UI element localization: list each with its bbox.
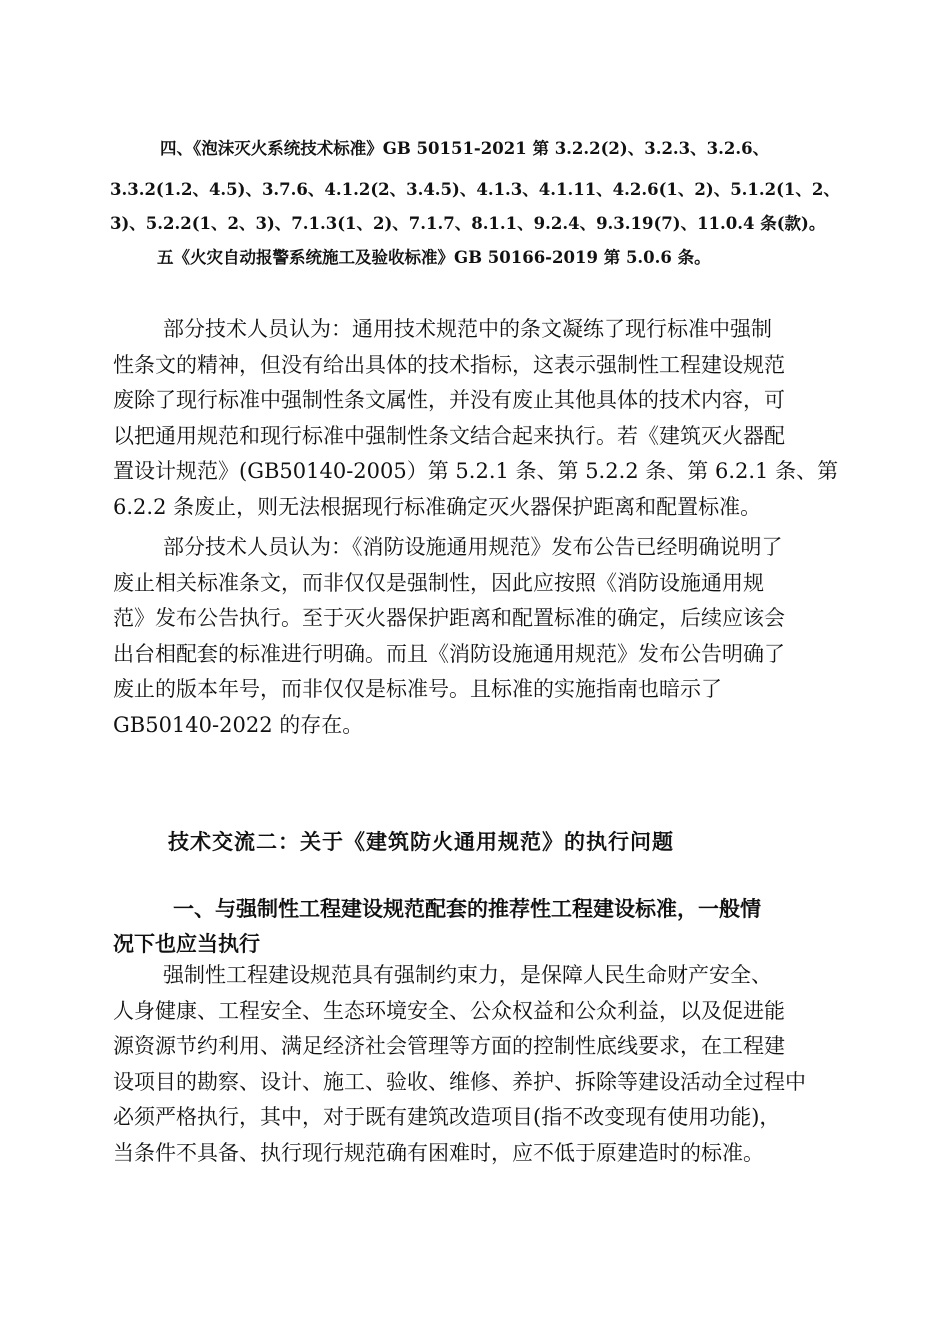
paragraph-1-line: 6.2.2 条废止，则无法根据现行标准确定灭火器保护距离和配置标准。 [113,494,762,519]
section-body-line: 设项目的勘察、设计、施工、验收、维修、养护、拆除等建设活动全过程中 [113,1069,806,1094]
standard-item-5: 五《火灾自动报警系统施工及验收标准》GB 50166-2019 第 5.0.6 条。 [157,248,711,267]
paragraph-2-line: 废止的版本年号，而非仅仅是标准号。且标准的实施指南也暗示了 [113,677,722,702]
paragraph-1-line: 置设计规范》(GB50140-2005）第 5.2.1 条、第 5.2.2 条、第 6.2.1 条、第 [113,459,839,484]
section-body-line: 源资源节约利用、满足经济社会管理等方面的控制性底线要求，在工程建 [113,1034,785,1059]
paragraph-1 [113,312,853,526]
section-body-line: 人身健康、工程安全、生态环境安全、公众权益和公众利益，以及促进能 [113,998,785,1023]
paragraph-2-line: 出台相配套的标准进行明确。而且《消防设施通用规范》发布公告明确了 [113,641,785,666]
paragraph-2-line: 废止相关标准条文，而非仅仅是强制性，因此应按照《消防设施通用规 [113,570,764,595]
section-title: 技术交流二：关于《建筑防火通用规范》的执行问题 [168,829,674,854]
paragraph-2 [113,530,853,744]
section-body-paragraph [113,958,853,1172]
section-body-line: 强制性工程建设规范具有强制约束力，是保障人民生命财产安全、 [163,963,772,987]
paragraph-2-line: 范》发布公告执行。至于灭火器保护距离和配置标准的确定，后续应该会 [113,606,785,631]
paragraph-1-line: 部分技术人员认为：通用技术规范中的条文凝练了现行标准中强制 [163,317,772,341]
paragraph-1-line: 废除了现行标准中强制性条文属性，并没有废止其他具体的技术内容，可 [113,388,785,413]
paragraph-1-line: 性条文的精神，但没有给出具体的技术指标，这表示强制性工程建设规范 [113,352,785,377]
standard-item-4-line-2: 3.3.2(1.2、4.5)、3.7.6、4.1.2(2、3.4.5)、4.1.3、4.1.11、4.2.6(1、2)、5.1.2(1、2、 [110,180,840,199]
subsection-heading-line: 况下也应当执行 [113,931,260,956]
standard-item-4-line-3: 3)、5.2.2(1、2、3)、7.1.3(1、2)、7.1.7、8.1.1、9.2.4、9.3.19(7)、11.0.4 条(款)。 [110,214,826,233]
section-body-line: 必须严格执行，其中，对于既有建筑改造项目(指不改变现有使用功能)， [113,1105,781,1130]
paragraph-2-line: 部分技术人员认为：《消防设施通用规范》发布公告已经明确说明了 [163,535,783,559]
paragraph-2-line: GB50140-2022 的存在。 [113,712,364,737]
subsection-heading-line: 一、与强制性工程建设规范配套的推荐性工程建设标准，一般情 [173,896,761,921]
subsection-heading [113,891,853,961]
standard-item-4-line-1: 四、《泡沫灭火系统技术标准》GB 50151-2021 第 3.2.2(2)、3.2.3、3.2.6、 [160,139,770,158]
paragraph-1-line: 以把通用规范和现行标准中强制性条文结合起来执行。若《建筑灭火器配 [113,423,785,448]
section-body-line: 当条件不具备、执行现行规范确有困难时，应不低于原建造时的标准。 [113,1140,764,1165]
